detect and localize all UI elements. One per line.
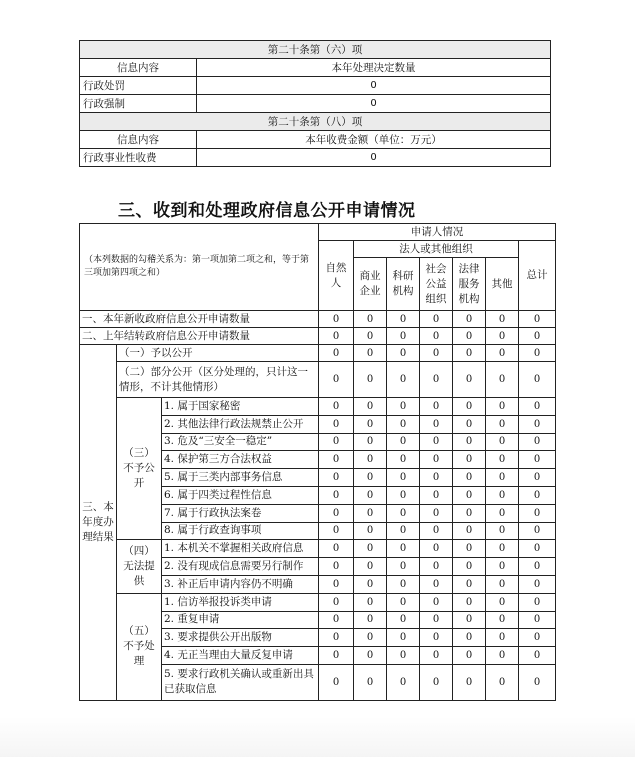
count-cell: 0: [453, 504, 486, 522]
count-cell: 0: [319, 522, 354, 540]
count-cell: 0: [486, 328, 519, 345]
count-cell: 0: [453, 486, 486, 504]
count-cell: 0: [486, 664, 519, 700]
count-cell: 0: [420, 575, 453, 593]
count-cell: 0: [354, 486, 387, 504]
applicant-header: 申请人情况: [319, 224, 556, 241]
count-cell: 0: [387, 629, 420, 647]
count-cell: 0: [319, 558, 354, 576]
count-cell: 0: [486, 451, 519, 469]
top-table: [79, 40, 551, 167]
not-open-item: 7. 属于行政执法案卷: [162, 504, 319, 522]
no-process-item: 1. 信访举报投诉类申请: [162, 593, 319, 611]
count-cell: 0: [519, 664, 556, 700]
count-cell: 0: [319, 664, 354, 700]
count-cell: 0: [387, 415, 420, 433]
unable-item: 2. 没有现成信息需要另行制作: [162, 558, 319, 576]
count-cell: 0: [453, 469, 486, 487]
count-cell: 0: [319, 486, 354, 504]
count-cell: 0: [420, 629, 453, 647]
count-cell: 0: [319, 328, 354, 345]
count-cell: 0: [519, 647, 556, 665]
unable-item: 3. 补正后申请内容仍不明确: [162, 575, 319, 593]
info-content-header: 信息内容: [80, 131, 197, 149]
no-process-group-label: （五）不予处理: [117, 593, 162, 700]
count-cell: 0: [354, 647, 387, 665]
count-cell: 0: [486, 575, 519, 593]
count-cell: 0: [319, 504, 354, 522]
count-cell: 0: [420, 504, 453, 522]
count-cell: 0: [519, 593, 556, 611]
research-header: 科研机构: [387, 258, 420, 311]
count-cell: 0: [354, 398, 387, 416]
count-cell: 0: [453, 593, 486, 611]
count-cell: 0: [319, 451, 354, 469]
no-process-item: 4. 无正当理由大量反复申请: [162, 647, 319, 665]
count-cell: 0: [354, 469, 387, 487]
count-cell: 0: [453, 328, 486, 345]
count-cell: 0: [519, 311, 556, 328]
count-cell: 0: [354, 575, 387, 593]
count-cell: 0: [354, 664, 387, 700]
count-cell: 0: [354, 629, 387, 647]
count-cell: 0: [354, 451, 387, 469]
count-cell: 0: [453, 647, 486, 665]
count-cell: 0: [519, 575, 556, 593]
count-cell: 0: [319, 647, 354, 665]
count-cell: 0: [387, 575, 420, 593]
count-cell: 0: [453, 540, 486, 558]
count-cell: 0: [319, 469, 354, 487]
count-cell: 0: [453, 451, 486, 469]
unable-item: 1. 本机关不掌握相关政府信息: [162, 540, 319, 558]
count-cell: 0: [519, 345, 556, 362]
count-cell: 0: [519, 415, 556, 433]
count-cell: 0: [453, 345, 486, 362]
other-header: 其他: [486, 258, 519, 311]
count-cell: 0: [387, 522, 420, 540]
count-cell: 0: [486, 469, 519, 487]
count-cell: 0: [453, 398, 486, 416]
not-open-item: 5. 属于三类内部事务信息: [162, 469, 319, 487]
info-content-header: 信息内容: [80, 59, 197, 77]
count-cell: 0: [486, 647, 519, 665]
not-open-group-label: （三）不予公开: [117, 398, 162, 540]
count-cell: 0: [486, 398, 519, 416]
not-open-item: 2. 其他法律行政法规禁止公开: [162, 415, 319, 433]
reconciliation-note: （本列数据的勾稽关系为：第一项加第二项之和，等于第三项加第四项之和）: [80, 224, 319, 311]
count-cell: 0: [387, 486, 420, 504]
row-value: 0: [197, 149, 551, 167]
count-cell: 0: [453, 611, 486, 629]
count-cell: 0: [354, 593, 387, 611]
count-cell: 0: [420, 415, 453, 433]
count-cell: 0: [486, 504, 519, 522]
partial-open-label: （二）部分公开（区分处理的，只计这一情形，不计其他情形）: [117, 362, 319, 398]
not-open-item: 4. 保护第三方合法权益: [162, 451, 319, 469]
count-cell: 0: [519, 540, 556, 558]
count-cell: 0: [420, 522, 453, 540]
row-label: 行政处罚: [80, 77, 197, 95]
count-cell: 0: [519, 469, 556, 487]
count-cell: 0: [519, 504, 556, 522]
count-cell: 0: [319, 593, 354, 611]
legal-service-header: 法律服务机构: [453, 258, 486, 311]
count-cell: 0: [519, 398, 556, 416]
count-cell: 0: [319, 575, 354, 593]
count-cell: 0: [387, 311, 420, 328]
count-cell: 0: [486, 345, 519, 362]
count-cell: 0: [420, 593, 453, 611]
count-cell: 0: [420, 647, 453, 665]
count-cell: 0: [387, 433, 420, 451]
count-cell: 0: [354, 362, 387, 398]
count-cell: 0: [486, 433, 519, 451]
count-cell: 0: [420, 486, 453, 504]
count-cell: 0: [387, 611, 420, 629]
count-cell: 0: [319, 345, 354, 362]
count-cell: 0: [354, 540, 387, 558]
count-cell: 0: [420, 328, 453, 345]
not-open-item: 6. 属于四类过程性信息: [162, 486, 319, 504]
count-cell: 0: [453, 433, 486, 451]
legal-entity-header: 法人或其他组织: [354, 241, 519, 258]
row-label: 行政强制: [80, 95, 197, 113]
count-cell: 0: [453, 575, 486, 593]
results-group-label: 三、本年度办理结果: [80, 345, 117, 701]
count-cell: 0: [453, 362, 486, 398]
business-header: 商业企业: [354, 258, 387, 311]
count-cell: 0: [354, 415, 387, 433]
count-cell: 0: [486, 522, 519, 540]
count-cell: 0: [486, 558, 519, 576]
count-cell: 0: [387, 362, 420, 398]
open-label: （一）予以公开: [117, 345, 319, 362]
count-cell: 0: [354, 504, 387, 522]
no-process-item: 3. 要求提供公开出版物: [162, 629, 319, 647]
count-cell: 0: [354, 433, 387, 451]
count-cell: 0: [519, 328, 556, 345]
not-open-item: 1. 属于国家秘密: [162, 398, 319, 416]
count-cell: 0: [420, 345, 453, 362]
total-header: 总计: [519, 241, 556, 311]
count-cell: 0: [354, 328, 387, 345]
count-cell: 0: [354, 522, 387, 540]
count-cell: 0: [387, 540, 420, 558]
no-process-item: 2. 重复申请: [162, 611, 319, 629]
count-cell: 0: [486, 611, 519, 629]
natural-person-header: 自然人: [319, 241, 354, 311]
count-cell: 0: [453, 522, 486, 540]
section-heading: 三、收到和处理政府信息公开申请情况: [118, 201, 416, 221]
no-process-item: 5. 要求行政机关确认或重新出具已获取信息: [162, 664, 319, 700]
count-cell: 0: [319, 362, 354, 398]
count-cell: 0: [519, 629, 556, 647]
count-cell: 0: [387, 593, 420, 611]
count-cell: 0: [420, 664, 453, 700]
count-cell: 0: [486, 311, 519, 328]
count-cell: 0: [486, 593, 519, 611]
count-cell: 0: [319, 629, 354, 647]
count-cell: 0: [319, 398, 354, 416]
count-cell: 0: [387, 647, 420, 665]
count-cell: 0: [420, 398, 453, 416]
count-cell: 0: [453, 664, 486, 700]
count-cell: 0: [420, 558, 453, 576]
count-cell: 0: [486, 486, 519, 504]
count-cell: 0: [486, 540, 519, 558]
unable-group-label: （四）无法提供: [117, 540, 162, 593]
application-table: [79, 223, 556, 701]
count-cell: 0: [453, 629, 486, 647]
count-cell: 0: [453, 311, 486, 328]
row-value: 0: [197, 95, 551, 113]
count-cell: 0: [354, 311, 387, 328]
count-cell: 0: [387, 469, 420, 487]
row-label: 行政事业性收费: [80, 149, 197, 167]
count-cell: 0: [354, 558, 387, 576]
row-value: 0: [197, 77, 551, 95]
count-cell: 0: [387, 398, 420, 416]
count-cell: 0: [519, 558, 556, 576]
fee-amount-header: 本年收费金额（单位：万元）: [197, 131, 551, 149]
count-cell: 0: [387, 504, 420, 522]
count-cell: 0: [420, 451, 453, 469]
count-cell: 0: [387, 328, 420, 345]
count-cell: 0: [420, 433, 453, 451]
count-cell: 0: [387, 664, 420, 700]
count-cell: 0: [486, 415, 519, 433]
not-open-item: 3. 危及“三安全一稳定”: [162, 433, 319, 451]
count-cell: 0: [354, 611, 387, 629]
count-cell: 0: [486, 629, 519, 647]
decision-count-header: 本年处理决定数量: [197, 59, 551, 77]
count-cell: 0: [420, 469, 453, 487]
count-cell: 0: [519, 522, 556, 540]
new-requests-label: 一、本年新收政府信息公开申请数量: [80, 311, 319, 328]
section-6-title: 第二十条第（六）项: [80, 41, 551, 59]
count-cell: 0: [387, 558, 420, 576]
count-cell: 0: [519, 451, 556, 469]
count-cell: 0: [519, 611, 556, 629]
count-cell: 0: [486, 362, 519, 398]
count-cell: 0: [420, 540, 453, 558]
not-open-item: 8. 属于行政查询事项: [162, 522, 319, 540]
count-cell: 0: [354, 345, 387, 362]
count-cell: 0: [420, 362, 453, 398]
count-cell: 0: [453, 558, 486, 576]
count-cell: 0: [519, 486, 556, 504]
count-cell: 0: [420, 311, 453, 328]
count-cell: 0: [319, 311, 354, 328]
count-cell: 0: [319, 415, 354, 433]
count-cell: 0: [319, 540, 354, 558]
count-cell: 0: [453, 415, 486, 433]
section-8-title: 第二十条第（八）项: [80, 113, 551, 131]
count-cell: 0: [387, 345, 420, 362]
count-cell: 0: [519, 433, 556, 451]
count-cell: 0: [319, 433, 354, 451]
social-header: 社会公益组织: [420, 258, 453, 311]
count-cell: 0: [319, 611, 354, 629]
count-cell: 0: [387, 451, 420, 469]
carried-requests-label: 二、上年结转政府信息公开申请数量: [80, 328, 319, 345]
scan-shadow: [0, 717, 635, 757]
count-cell: 0: [519, 362, 556, 398]
count-cell: 0: [420, 611, 453, 629]
